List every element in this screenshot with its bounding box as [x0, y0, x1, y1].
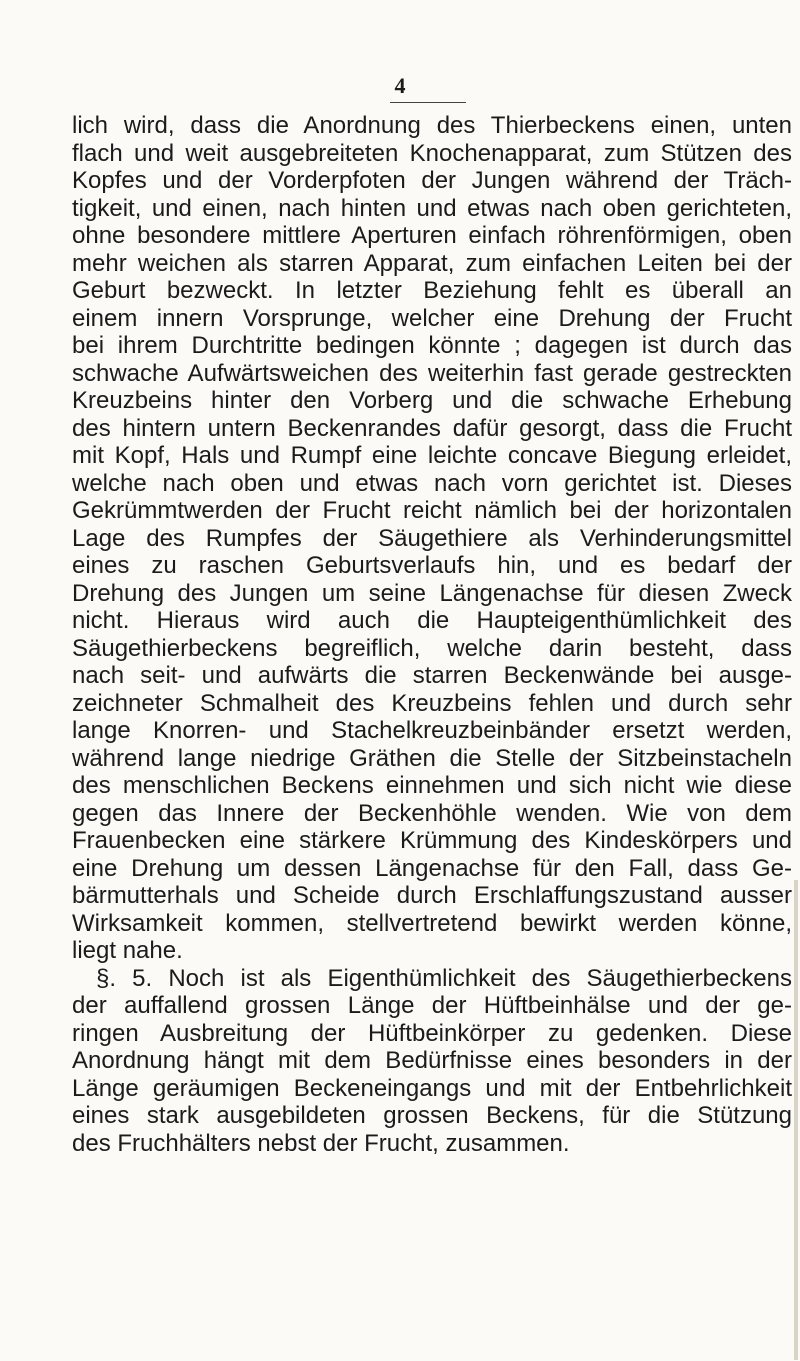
- text-line: des menschlichen Beckens einnehmen und sich nicht wie diese: [72, 772, 792, 799]
- text-line: des hintern untern Beckenrandes dafür gesorgt, dass die Frucht: [72, 414, 792, 442]
- text-line: eines zu raschen Geburtsverlaufs hin, und es bedarf der: [72, 552, 792, 579]
- text-line: Säugethierbeckens begreiflich, welche darin besteht, dass: [72, 634, 792, 662]
- text-line: während lange niedrige Gräthen die Stelle der Sitzbeinstacheln: [72, 744, 792, 772]
- text-line: mit Kopf, Hals und Rumpf eine leichte concave Biegung erleidet,: [72, 442, 792, 469]
- text-line: Lage des Rumpfes der Säugethiere als Verhinderungsmittel: [72, 524, 792, 552]
- header-rule: [390, 102, 466, 103]
- text-line: nicht. Hieraus wird auch die Haupteigenthümlichkeit des: [72, 607, 792, 634]
- text-line: tigkeit, und einen, nach hinten und etwas nach oben gerichteten,: [72, 194, 792, 222]
- text-line: eine Drehung um dessen Längenachse für den Fall, dass Ge-: [72, 854, 792, 882]
- text-line: bärmutterhals und Scheide durch Erschlaffungszustand ausser: [72, 882, 792, 909]
- text-line: schwache Aufwärtsweichen des weiterhin fast gerade gestreckten: [72, 359, 792, 387]
- text-line: nach seit- und aufwärts die starren Beckenwände bei ausge-: [72, 662, 792, 689]
- text-line: Länge geräumigen Beckeneingangs und mit der Entbehrlichkeit: [72, 1074, 792, 1102]
- body-text: [72, 112, 792, 1157]
- text-line: liegt nahe.: [72, 937, 183, 964]
- text-line: welche nach oben und etwas nach vorn gerichtet ist. Dieses: [72, 469, 792, 497]
- text-line: lich wird, dass die Anordnung des Thierbeckens einen, unten: [72, 112, 792, 139]
- text-line: flach und weit ausgebreiteten Knochenapparat, zum Stützen des: [72, 139, 792, 167]
- text-line: ohne besondere mittlere Aperturen einfach röhrenförmigen, oben: [72, 222, 792, 249]
- text-line: eines stark ausgebildeten grossen Beckens, für die Stützung: [72, 1102, 792, 1129]
- text-line: Anordnung hängt mit dem Bedürfnisse eines besonders in der: [72, 1047, 792, 1074]
- text-line: ringen Ausbreitung der Hüftbeinkörper zu gedenken. Diese: [72, 1019, 792, 1047]
- text-line: des Fruchhälters nebst der Frucht, zusammen.: [72, 1129, 570, 1157]
- text-line: gegen das Innere der Beckenhöhle wenden. Wie von dem: [72, 799, 792, 827]
- text-line: zeichneter Schmalheit des Kreuzbeins fehlen und durch sehr: [72, 689, 792, 717]
- text-line: Geburt bezweckt. In letzter Beziehung fehlt es überall an: [72, 277, 792, 304]
- page-edge-shadow: [794, 880, 798, 1360]
- text-line: mehr weichen als starren Apparat, zum einfachen Leiten bei der: [72, 249, 792, 277]
- text-line: bei ihrem Durchtritte bedingen könnte ; dagegen ist durch das: [72, 332, 792, 359]
- text-line: einem innern Vorsprunge, welcher eine Drehung der Frucht: [72, 304, 792, 332]
- text-line: Gekrümmtwerden der Frucht reicht nämlich bei der horizontalen: [72, 497, 792, 524]
- text-line: Wirksamkeit kommen, stellvertretend bewirkt werden könne,: [72, 909, 792, 937]
- text-line: §. 5. Noch ist als Eigenthümlichkeit des Säugethierbeckens: [96, 964, 792, 992]
- page-number: 4: [394, 73, 406, 98]
- text-line: Frauenbecken eine stärkere Krümmung des Kindeskörpers und: [72, 827, 792, 854]
- text-line: der auffallend grossen Länge der Hüftbeinhälse und der ge-: [72, 992, 792, 1019]
- text-line: lange Knorren- und Stachelkreuzbeinbänder ersetzt werden,: [72, 717, 792, 744]
- text-line: Kopfes und der Vorderpfoten der Jungen während der Träch-: [72, 167, 792, 194]
- text-line: Kreuzbeins hinter den Vorberg und die schwache Erhebung: [72, 387, 792, 414]
- text-line: Drehung des Jungen um seine Längenachse für diesen Zweck: [72, 579, 792, 607]
